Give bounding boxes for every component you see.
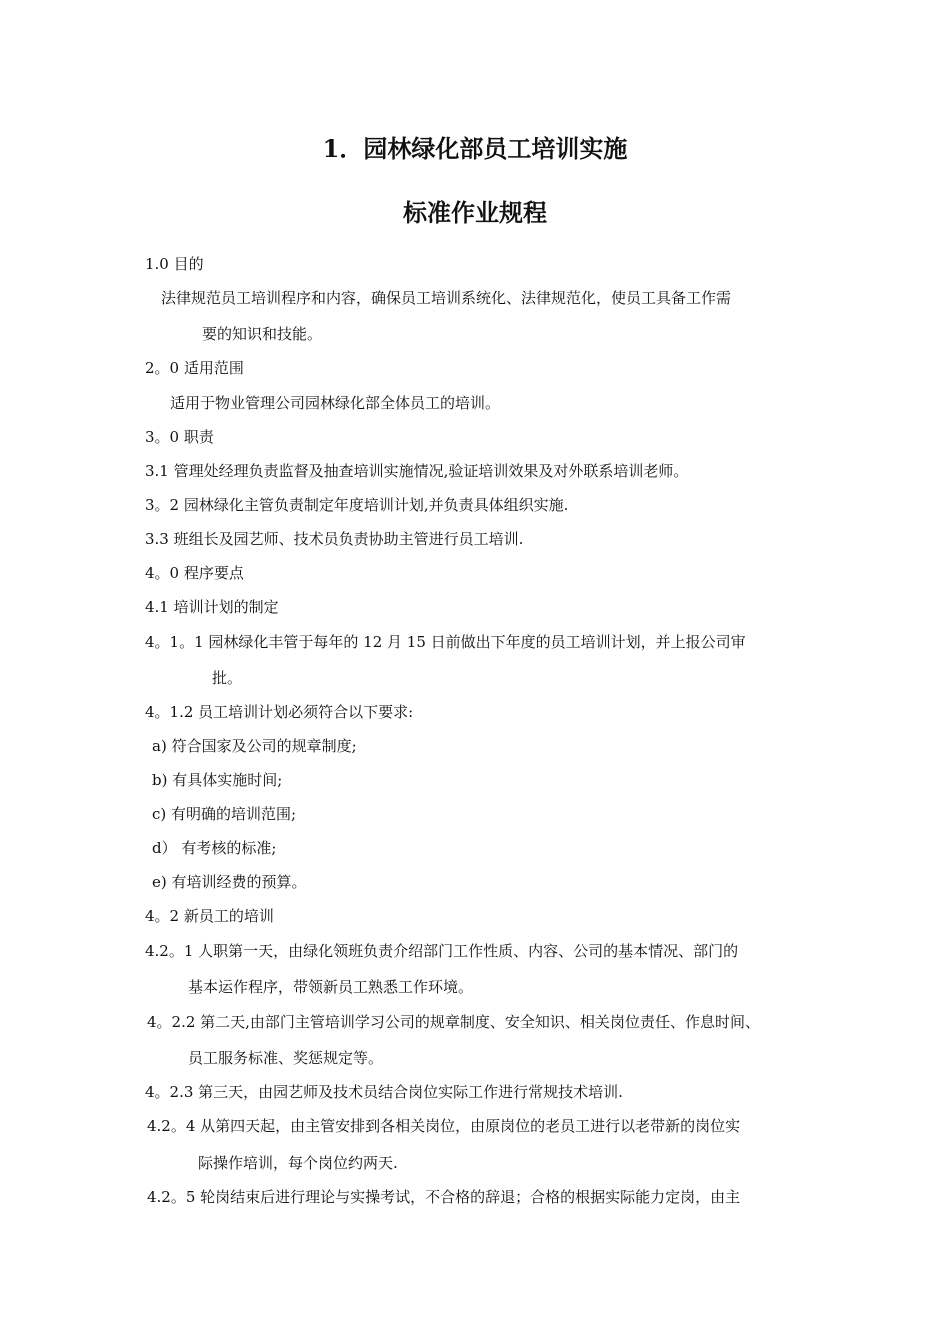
list-item: b) 有具体实施时间; [152,771,283,789]
section-heading: 4。0 程序要点 [145,564,244,582]
document-title: 1．园林绿化部员工培训实施 [322,134,628,163]
list-item: c) 有明确的培训范围; [152,805,297,823]
paragraph-line: 3.3 班组长及园艺师、技术员负责协助主管进行员工培训. [145,530,524,548]
paragraph-line: 4.2。5 轮岗结束后进行理论与实操考试，不合格的辞退；合格的根据实际能力定岗，由主 [147,1188,741,1206]
paragraph-line: 3。2 园林绿化主管负责制定年度培训计划,并负责具体组织实施. [145,496,569,514]
section-heading: 3。0 职责 [145,428,214,446]
list-item: d） 有考核的标准; [152,839,277,857]
section-heading: 2。0 适用范围 [145,359,244,377]
paragraph-line: 4。2.2 第二天,由部门主管培训学习公司的规章制度、安全知识、相关岗位责任、作息时间、 [147,1013,760,1031]
paragraph-line: 4。2.3 第三天，由园艺师及技术员结合岗位实际工作进行常规技术培训. [145,1083,623,1101]
list-item: e) 有培训经费的预算。 [152,873,307,891]
paragraph-line: 4。1。1 园林绿化丰管于每年的 12 月 15 日前做出下年度的员工培训计划，并上报公司审 [145,633,746,651]
list-item: a) 符合国家及公司的规章制度; [152,737,357,755]
paragraph-line: 要的知识和技能。 [202,325,323,343]
subsection-heading: 4。2 新员工的培训 [145,907,274,925]
document-subtitle: 标准作业规程 [403,198,547,227]
paragraph-line: 际操作培训，每个岗位约两天. [198,1154,398,1172]
subsection-heading: 4.1 培训计划的制定 [145,598,279,616]
paragraph-line: 法律规范员工培训程序和内容，确保员工培训系统化、法律规范化，使员工具备工作需 [161,289,732,307]
paragraph-line: 4.2。1 人职第一天，由绿化领班负责介绍部门工作性质、内容、公司的基本情况、部门的 [145,942,739,960]
paragraph-line: 3.1 管理处经理负责监督及抽查培训实施情况,验证培训效果及对外联系培训老师。 [145,462,689,480]
section-heading: 1.0 目的 [145,255,204,273]
paragraph-line: 4。1.2 员工培训计划必须符合以下要求: [145,703,414,721]
paragraph-line: 基本运作程序，带领新员工熟悉工作环境。 [188,978,474,996]
paragraph-line: 批。 [212,669,243,687]
paragraph-line: 4.2。4 从第四天起，由主管安排到各相关岗位，由原岗位的老员工进行以老带新的岗位实 [147,1117,741,1135]
paragraph-line: 员工服务标准、奖惩规定等。 [188,1049,384,1067]
paragraph-line: 适用于物业管理公司园林绿化部全体员工的培训。 [170,394,501,412]
